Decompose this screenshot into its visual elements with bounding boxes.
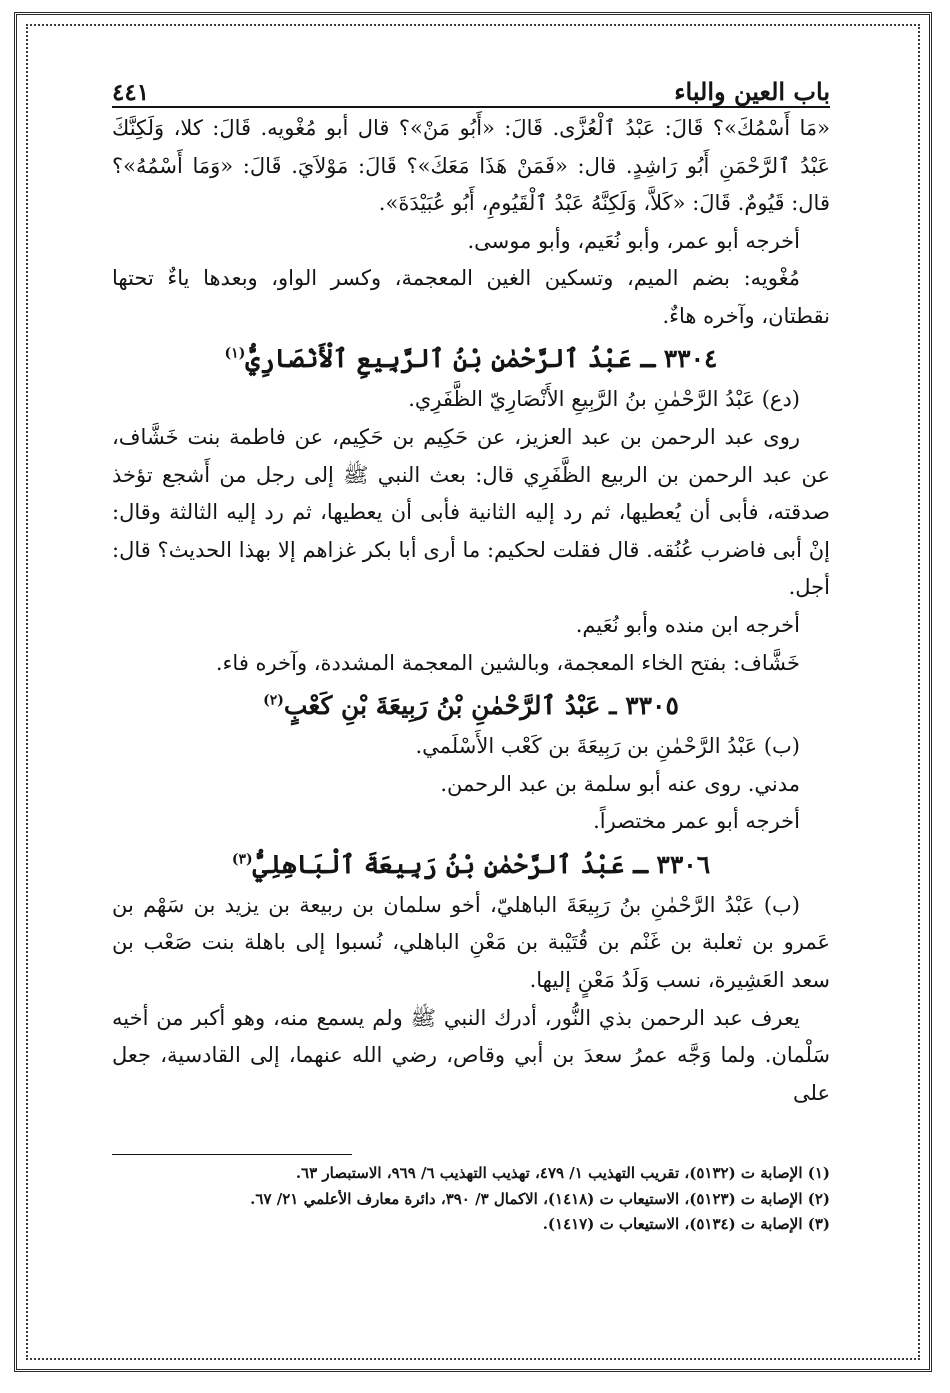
paragraph: «مَا أَسْمُكَ»؟ قَالَ: عَبْدُ ٱلْعُزَّى. قَالَ: «أَبُو مَنْ»؟ قال أبو مُغْويه. قَالَ: كلا، وَلَكِنَّكَ عَبْدُ ٱلرَّحْمَنِ أَبُو رَاشِدٍ. قال: «فَمَنْ هَذَا مَعَكَ»؟ قَالَ: مَوْلاَيَ. قَالَ: «وَمَا أَسْمُهُ»؟ قال: قَيُومٌ. قَالَ: «كَلاَّ، وَلَكِنَّهُ عَبْدُ ٱلْقَيُومِ، أَبُو عُبَيْدَةَ». <box>112 116 830 216</box>
footnote-ref: (٢) <box>263 692 284 709</box>
footnote-separator <box>112 1112 830 1161</box>
entry-heading-3306 <box>112 845 830 885</box>
paragraph: (ب) عَبْدُ الرَّحْمٰنِ بن رَبِيعَةَ بن كَعْب الأَسْلَمي. <box>415 734 800 759</box>
footnote: (٢) الإصابة ت (٥١٢٣)، الاستيعاب ت (١٤١٨)، الاكمال ٣/ ٣٩٠، دائرة معارف الأعلمي ٢١/ ٦٧. <box>250 1189 830 1208</box>
paragraph: مُغْويه: بضم الميم، وتسكين الغين المعجمة، وكسر الواو، وبعدها ياءٌ تحتها نقطتان، وآخره هاءٌ. <box>112 266 830 328</box>
entry-heading-3305 <box>112 686 830 726</box>
paragraph: مدني. روى عنه أبو سلمة بن عبد الرحمن. <box>440 771 800 796</box>
paragraph: خَشَّاف: بفتح الخاء المعجمة، وبالشين المعجمة المشددة، وآخره فاء. <box>215 650 800 675</box>
paragraph: أخرجه أبو عمر مختصراً. <box>593 809 800 834</box>
paragraph: أخرجه أبو عمر، وأبو نُعَيم، وأبو موسى. <box>467 228 800 253</box>
entry-title: ٣٣٠٤ ـ عَبْدُ ٱلرَّحْمٰنِ بْنُ ٱلرَّبِيعِ ٱلْأَنْصَارِيُّ <box>245 344 718 374</box>
running-header <box>112 70 830 108</box>
paragraph: (دع) عَبْدُ الرَّحْمٰنِ بنُ الرَّبِيعِ الأَنْصَارِيّ الظَّفَرِي. <box>408 387 800 412</box>
chapter-title: باب العين والباء <box>674 77 830 106</box>
paragraph: (ب) عَبْدُ الرَّحْمٰنِ بنُ رَبِيعَةَ الباهليّ، أخو سلمان بن ربيعة بن يزيد بن سَهْم بن عَمرو بن ثعلبة بن غَنْم بن قُتَيْبة بن مَعْنِ الباهلي، نُسبوا إلى باهلة بنت صَعْب بن سعد العَشِيرة، نسب وَلَدُ مَعْنٍ إليها. <box>112 892 830 992</box>
footnotes <box>112 1161 830 1238</box>
book-page <box>112 70 830 1340</box>
page-number: ٤٤١ <box>112 79 150 106</box>
footnote-ref: (١) <box>224 346 246 363</box>
footnote: (٣) الإصابة ت (٥١٣٤)، الاستيعاب ت (١٤١٧). <box>542 1215 830 1234</box>
footnote-rule <box>112 1154 352 1155</box>
entry-title: ٣٣٠٥ ـ عَبْدُ ٱلرَّحْمٰنِ بْنُ رَبِيعَةَ بْنِ كَعْبٍ <box>283 691 679 721</box>
paragraph: أخرجه ابن منده وأبو نُعَيم. <box>575 612 800 637</box>
footnote-ref: (٣) <box>231 851 253 868</box>
footnote: (١) الإصابة ت (٥١٣٢)، تقريب التهذيب ١/ ٤٧٩، تهذيب التهذيب ٦/ ٩٦٩، الاستبصار ٦٣. <box>295 1164 830 1183</box>
entry-title: ٣٣٠٦ ـ عَبْدُ ٱلرَّحْمٰنِ بْنُ رَبِيعَةَ ٱلْبَاهِلِيُّ <box>252 849 711 879</box>
paragraph: يعرف عبد الرحمن بذي النُّور، أدرك النبي ﷺ ولم يسمع منه، وهو أكبر من أخيه سَلْمان. ولما وَجَّه عمرُ سعدَ بن أبي وقاص، رضي الله عنهما، إلى القادسية، جعل على <box>112 1005 830 1105</box>
entry-heading-3304 <box>112 339 830 379</box>
paragraph: روى عبد الرحمن بن عبد العزيز، عن حَكِيم بن حَكِيم، عن فاطمة بنت خَشَّاف، عن عبد الرحمن بن الربيع الظَّفَرِي قال: بعث النبي ﷺ إلى رجل من أَشجع تؤخذ صدقته، فأبى أن يُعطيها، ثم رد إليه الثانية فأبى أن يعطيها، ثم رد إليه الثالثة وقال: إنْ أبى فاضرب عُنُقه. قال فقلت لحكيم: ما أرى أبا بكر غزاهم إلا بهذا الحديث؟ قال: أجل. <box>112 425 830 600</box>
